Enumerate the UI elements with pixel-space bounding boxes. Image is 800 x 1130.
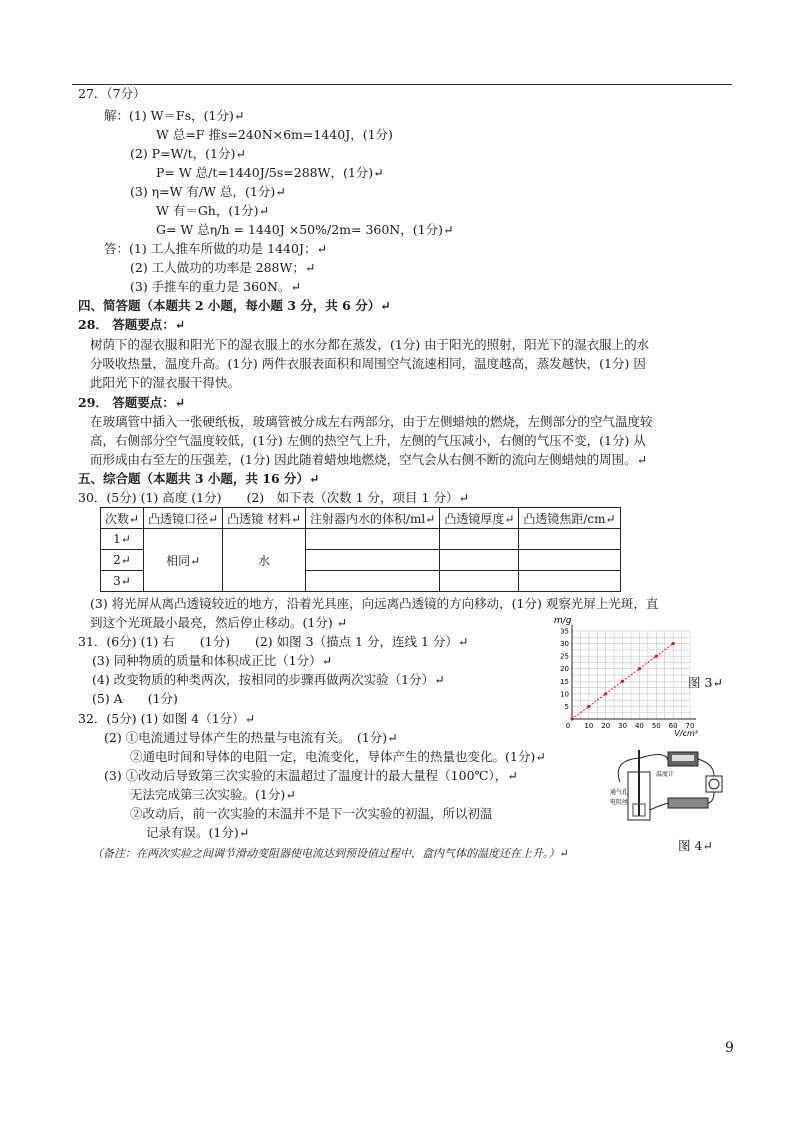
table-header-cell: 注射器内水的体积/ml↵: [306, 508, 440, 529]
q31-line4: (5) A (1分): [92, 691, 178, 706]
power-supply-panel: [672, 755, 694, 761]
q32-line4: (3) ①改动后导致第三次实验的末温超过了温度计的最大量程（100℃），↵: [104, 768, 518, 783]
x-tick-label: 60: [668, 722, 678, 730]
data-point: [621, 680, 624, 683]
q32-note: （备注：在两次实验之间调节滑动变阻器使电流达到预设值过程中，盒内气体的温度还在上升。）↵: [92, 847, 569, 860]
q32-line7: 记录有误。(1分)↵: [146, 825, 250, 840]
q29-header: 29． 答题要点：↵: [78, 395, 186, 410]
table-row: [101, 529, 621, 550]
wire: [708, 792, 714, 803]
table-cell: [306, 529, 440, 550]
q27-answer3: (3) 手推车的重力是 360N。↵: [130, 279, 301, 294]
chart-axes: [572, 625, 696, 719]
x-tick-label: 20: [601, 722, 611, 730]
q32-line1: 32．(5分) (1) 如图 4（1分）↵: [78, 711, 256, 726]
q27-line7: G= W 总η/h = 1440J ×50%/2m= 360N，(1分)↵: [156, 222, 454, 237]
q27-line4: P= W 总/t=1440J/5s=288W，(1分)↵: [156, 165, 384, 180]
data-point: [655, 655, 658, 658]
data-point: [587, 705, 590, 708]
table-header-cell: 凸透镜 材料↵: [223, 508, 306, 529]
q32-line2: (2) ①电流通过导体产生的热量与电流有关。 (1分)↵: [104, 730, 398, 745]
x-tick-label: 40: [634, 722, 644, 730]
figure-3-label: 图 3↵: [688, 675, 723, 690]
data-point: [638, 667, 641, 670]
q27-answer2: (2) 工人做功的功率是 288W；↵: [130, 260, 316, 275]
mass-volume-chart: [550, 617, 700, 742]
data-point: [672, 642, 675, 645]
table-cell: [519, 529, 620, 550]
table-cell: [306, 550, 440, 571]
q27-line1: 解：(1) W＝Fs，(1分)↵: [104, 108, 245, 123]
q28-line2: 分吸收热量，温度升高。(1分) 两件衣服表面积和周围空气流速相同，温度越高，蒸发越快，(1分) 因: [90, 356, 646, 371]
q30-header: 30．(5分) (1) 高度 (1分) (2) 如下表（次数 1 分，项目 1 分）↵: [78, 490, 469, 505]
q31-line2: (3) 同种物质的质量和体积成正比（1分）↵: [92, 653, 333, 668]
x-axis-label: V/cm³: [674, 729, 698, 738]
y-tick-label: 10: [560, 690, 569, 699]
q31-line1: 31．(6分) (1) 右 (1分) (2) 如图 3（描点 1 分，连线 1 分）↵: [78, 634, 469, 649]
thermometer-label: 温度计: [656, 771, 675, 778]
q28-header: 28． 答题要点：↵: [78, 317, 186, 332]
x-tick-label: 30: [618, 722, 628, 730]
q29-line2: 高，右侧部分空气温度较低，(1分) 左侧的热空气上升，左侧的气压减小，右侧的气压不变，(1分) 从: [90, 433, 646, 448]
q30-line3a: (3) 将光屏从离凸透镜较近的地方，沿着光具座，向远离凸透镜的方向移动，(1分) 观察光屏上光斑，直: [90, 596, 659, 611]
trial-number-cell: 2↵: [101, 550, 144, 571]
aperture-cell: 相同↵: [144, 529, 223, 592]
trial-number-cell: 1↵: [101, 529, 144, 550]
ammeter: [706, 776, 722, 792]
table-cell: [440, 550, 519, 571]
y-tick-label: 35: [560, 627, 569, 636]
data-point: [570, 717, 573, 720]
y-tick-label: 20: [560, 665, 569, 674]
x-tick-label: 50: [651, 722, 661, 730]
table-header-cell: 凸透镜焦距/cm↵: [519, 508, 620, 529]
table-header-row: [101, 508, 621, 529]
table-header-cell: 凸透镜口径↵: [144, 508, 223, 529]
section5-title: 五、综合题（本题共 3 小题，共 16 分）↵: [78, 471, 320, 486]
y-tick-label: 30: [560, 640, 569, 649]
q27-line5: (3) η=W 有/W 总，(1分)↵: [130, 184, 286, 199]
q30-table: [100, 507, 621, 592]
q27-answer1: 答：(1) 工人推车所做的功是 1440J；↵: [104, 241, 327, 256]
wire: [650, 803, 668, 810]
y-tick-label: 25: [560, 652, 569, 661]
q28-line3: 此阳光下的湿衣服干得快。: [90, 375, 241, 390]
data-point: [604, 692, 607, 695]
vent-label: 通气孔: [610, 789, 629, 796]
header-rule: [72, 84, 732, 85]
figure-4: [610, 746, 725, 840]
page-number: 9: [725, 1040, 734, 1056]
q30-line3b: 到这个光斑最小最亮，然后停止移动。(1分) ↵: [90, 615, 348, 630]
q29-line1: 在玻璃管中插入一张硬纸板，玻璃管被分成左右两部分，由于左侧蜡烛的燃烧，左侧部分的空气温度较: [90, 414, 653, 429]
figure-4-label: 图 4↵: [678, 838, 713, 853]
section4-title: 四、简答题（本题共 2 小题，每小题 3 分，共 6 分）↵: [78, 298, 391, 313]
wire: [698, 759, 714, 776]
q32-line3: ②通电时间和导体的电阻一定，电流变化，导体产生的热量也变化。(1分)↵: [130, 749, 546, 764]
table-cell: [519, 550, 620, 571]
trial-number-cell: 3↵: [101, 571, 144, 592]
q27-line2: W 总=F 推s=240N×6m=1440J，(1分): [156, 127, 393, 142]
table-header-cell: 次数↵: [101, 508, 144, 529]
q28-line1: 树荫下的湿衣服和阳光下的湿衣服上的水分都在蒸发，(1分) 由于阳光的照射，阳光下的湿衣服上的水: [90, 337, 650, 352]
q27-line6: W 有＝Gh，(1分)↵: [156, 203, 270, 218]
q32-line6: ②改动后，前一次实验的末温并不是下一次实验的初温，所以初温: [130, 806, 493, 821]
resistance-wire-label: 电阻丝: [610, 799, 629, 806]
material-cell: 水: [223, 529, 306, 592]
table-cell: [440, 571, 519, 592]
q32-line5: 无法完成第三次实验。(1分)↵: [130, 787, 296, 802]
origin-label: 0: [565, 722, 571, 730]
y-tick-label: 5: [564, 702, 569, 711]
y-tick-label: 15: [560, 677, 569, 686]
q31-line3: (4) 改变物质的种类两次，按相同的步骤再做两次实验（1分）↵: [92, 672, 445, 687]
rheostat: [668, 798, 708, 808]
x-tick-label: 70: [685, 722, 695, 730]
x-tick-label: 10: [584, 722, 594, 730]
apparatus-diagram: [610, 746, 725, 836]
table-cell: [440, 529, 519, 550]
q27-line3: (2) P=W/t，(1分)↵: [130, 146, 246, 161]
table-header-cell: 凸透镜厚度↵: [440, 508, 519, 529]
table-cell: [519, 571, 620, 592]
table-cell: [306, 571, 440, 592]
figure-3: [550, 617, 700, 746]
y-axis-label: m/g: [554, 617, 572, 626]
q27-header: 27．（7分）: [78, 86, 146, 101]
q29-line3: 而形成由右至左的压强差，(1分) 因此随着蜡烛地燃烧，空气会从右侧不断的流向左侧蜡烛的周围。↵: [90, 452, 648, 467]
